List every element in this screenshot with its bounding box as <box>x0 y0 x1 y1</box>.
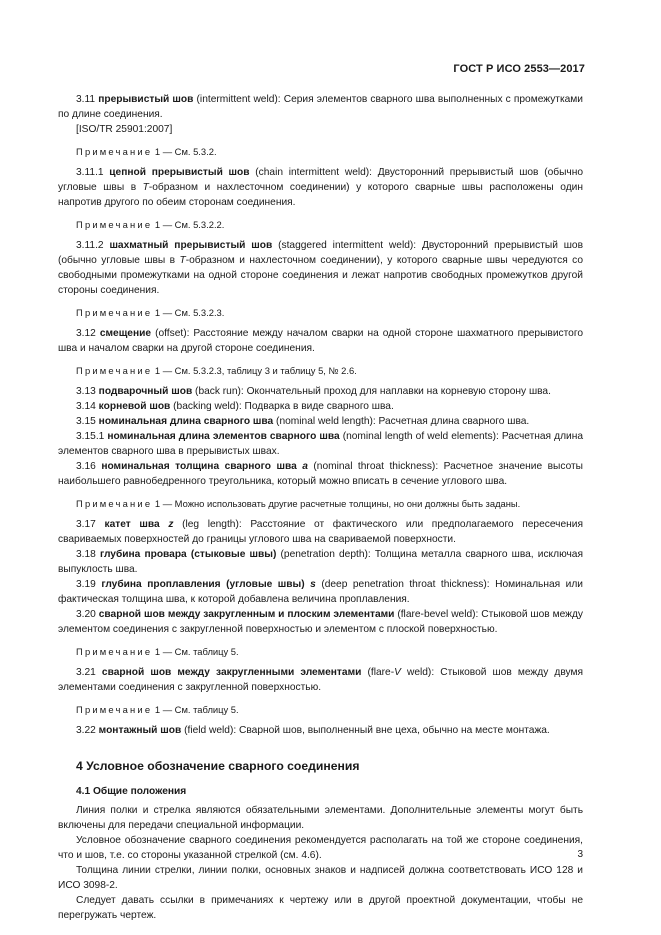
entry-number: 3.19 <box>76 579 102 590</box>
entry-text: weld): Стыковой шов между двумя элементами соединения с закругленной поверхностью. <box>58 667 584 693</box>
entry-3-22 <box>58 723 583 738</box>
entry-number: 3.22 <box>76 725 99 736</box>
entry-3-15-1 <box>58 429 583 459</box>
entry-term: глубина провара (стыковые швы) <box>99 549 277 560</box>
page-content <box>58 92 583 923</box>
entry-term: номинальная длина сварного шва <box>98 416 274 427</box>
entry-symbol: s <box>310 579 316 590</box>
entry-italic: Т <box>142 182 149 193</box>
section-paragraph: Линия полки и стрелка являются обязательными элементами. Дополнительные элементы могут быть включены для передачи специальной информации. <box>58 805 583 831</box>
entry-3-11-1 <box>58 165 583 210</box>
entry-text: (nominal throat thickness): Расчетное значение высоты наибольшего равнобедренного треугольника, который можно вписать в сечение углового шва. <box>58 461 584 487</box>
entry-3-18 <box>58 547 583 577</box>
entry-3-14 <box>58 399 583 414</box>
entry-3-15 <box>58 414 583 429</box>
entry-term: глубина проплавления (угловые швы) <box>101 579 311 590</box>
entry-term: сварной шов между закругленным и плоским элементами <box>98 609 395 620</box>
entry-text: (backing weld): Подварка в виде сварного шва. <box>170 401 394 412</box>
entry-3-17 <box>58 517 583 547</box>
note-label: Примечание <box>76 704 153 715</box>
entry-number: 3.20 <box>76 609 99 620</box>
entry-number: 3.15 <box>76 416 99 427</box>
entry-reference: [ISO/TR 25901:2007] <box>76 124 173 135</box>
note-label: Примечание <box>76 646 153 657</box>
entry-text: (nominal length of weld elements): Расчетная длина элементов сварного шва в прерывистых швах. <box>58 431 584 457</box>
note-3-11-2 <box>58 305 583 320</box>
entry-term: номинальная длина элементов сварного шва <box>107 431 340 442</box>
entry-3-20 <box>58 607 583 637</box>
entry-text: (flare- <box>361 667 395 678</box>
note-text: 1 — См. таблицу 5. <box>152 646 239 657</box>
entry-text: -образном и нахлесточном соединении) у которого сварные швы расположены один напротив другого по обеим сторонам соединения. <box>58 182 583 208</box>
entry-number: 3.11 <box>76 94 99 105</box>
entry-text: -образном и нахлесточном соединении), у которого сварные швы чередуются со свободными промежутками на одной стороне соединения и лежат напротив свободных промежутков другой стороны соединения. <box>58 255 583 296</box>
entry-text: (penetration depth): Толщина металла сварного шва, исключая выпуклость шва. <box>58 549 583 575</box>
entry-term: подварочный шов <box>98 386 193 397</box>
entry-number: 3.12 <box>76 328 100 339</box>
entry-3-12 <box>58 326 583 356</box>
note-label: Примечание <box>76 498 153 509</box>
entry-3-21 <box>58 665 583 695</box>
note-text: 1 — См. таблицу 5. <box>152 704 239 715</box>
entry-italic: V <box>394 667 401 678</box>
note-3-16 <box>58 496 583 511</box>
entry-term: сварной шов между закругленными элементами <box>101 667 362 678</box>
entry-number: 3.11.2 <box>76 240 110 251</box>
entry-text: (chain intermittent weld): Двусторонний прерывистый шов (обычно угловые швы в <box>58 167 584 193</box>
entry-number: 3.15.1 <box>76 431 108 442</box>
entry-number: 3.18 <box>76 549 100 560</box>
entry-number: 3.13 <box>76 386 99 397</box>
entry-number: 3.14 <box>76 401 99 412</box>
entry-text: (leg length): Расстояние от фактического или предполагаемого пересечения свариваемых поверхностей до границы углового шва на свариваемой поверхности. <box>58 519 583 545</box>
page-number: 3 <box>577 849 583 860</box>
entry-text: (offset): Расстояние между началом сварки на одной стороне шахматного прерывистого шва и началом сварки на другой стороне соединения. <box>58 328 583 354</box>
entry-text: (flare-bevel weld): Стыковой шов между элементом соединения с закругленной поверхностью и элементом с плоской поверхностью. <box>58 609 583 635</box>
note-3-21 <box>58 702 583 717</box>
entry-3-19 <box>58 577 583 607</box>
entry-number: 3.11.1 <box>76 167 110 178</box>
note-3-20 <box>58 644 583 659</box>
note-label: Примечание <box>76 146 153 157</box>
entry-italic: Т <box>179 255 186 266</box>
entry-term: катет шва <box>104 519 169 530</box>
entry-symbol: z <box>168 519 174 530</box>
entry-term: цепной прерывистый шов <box>109 167 250 178</box>
entry-symbol: a <box>302 461 308 472</box>
entry-number: 3.16 <box>76 461 102 472</box>
entry-term: номинальная толщина сварного шва <box>101 461 303 472</box>
entry-text: (intermittent weld): Серия элементов сварного шва выполненных с промежутками по длине соединения. <box>58 94 583 120</box>
note-3-11-1 <box>58 217 583 232</box>
entry-term: смещение <box>99 328 152 339</box>
entry-3-11-2 <box>58 238 583 298</box>
entry-3-13 <box>58 384 583 399</box>
entry-term: шахматный прерывистый шов <box>109 240 273 251</box>
note-text: 1 — Можно использовать другие расчетные толщины, но они должны быть заданы. <box>152 498 521 509</box>
note-3-12 <box>58 363 583 378</box>
entry-3-16 <box>58 459 583 489</box>
section-paragraph: Условное обозначение сварного соединения рекомендуется располагать на той же стороне соединения, что и шов, т.е. со стороны указанной стрелкой (см. 4.6). <box>58 835 583 861</box>
entry-term: прерывистый шов <box>98 94 194 105</box>
note-label: Примечание <box>76 365 153 376</box>
entry-text: (back run): Окончательный проход для наплавки на корневую сторону шва. <box>192 386 551 397</box>
entry-text: (deep penetration throat thickness): Номинальная или фактическая толщина шва, к которой добавлена величина проплавления. <box>58 579 583 605</box>
note-text: 1 — См. 5.3.2.3, таблицу 3 и таблицу 5, № 2.6. <box>152 365 357 376</box>
note-label: Примечание <box>76 307 153 318</box>
entry-text: (nominal weld length): Расчетная длина сварного шва. <box>273 416 530 427</box>
section-paragraph: Толщина линии стрелки, линии полки, основных знаков и надписей должна соответствовать ИСО 128 и ИСО 3098-2. <box>58 865 583 891</box>
section-title: 4 Условное обозначение сварного соединения <box>76 759 360 773</box>
entry-text: (field weld): Сварной шов, выполненный вне цеха, обычно на месте монтажа. <box>181 725 550 736</box>
standard-header: ГОСТ Р ИСО 2553—2017 <box>453 63 585 75</box>
entry-text: (staggered intermittent weld): Двусторонний прерывистый шов (обычно угловые швы в <box>58 240 583 266</box>
note-text: 1 — См. 5.3.2.3. <box>152 307 225 318</box>
section-paragraph: Следует давать ссылки в примечаниях к чертежу или в другой проектной документации, чтобы не перегружать чертеж. <box>58 895 583 921</box>
entry-term: корневой шов <box>98 401 171 412</box>
entry-term: монтажный шов <box>98 725 182 736</box>
entry-3-11 <box>58 92 583 122</box>
note-text: 1 — См. 5.3.2. <box>152 146 217 157</box>
entry-number: 3.21 <box>76 667 102 678</box>
entry-number: 3.17 <box>76 519 105 530</box>
note-label: Примечание <box>76 219 153 230</box>
note-text: 1 — См. 5.3.2.2. <box>152 219 225 230</box>
note-3-11 <box>58 144 583 159</box>
subsection-title: 4.1 Общие положения <box>76 786 187 797</box>
